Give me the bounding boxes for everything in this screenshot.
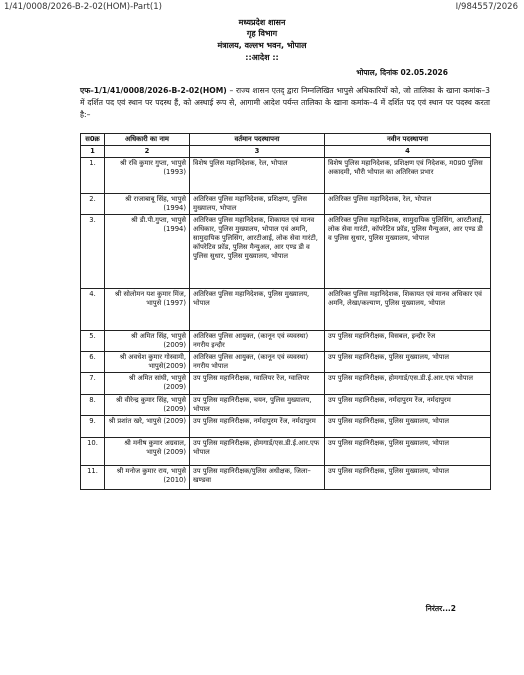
new-posting: उप पुलिस महानिरीक्षक, नर्मदापुरम रेंज, नर्मदापुरम — [325, 395, 491, 416]
new-posting: उप पुलिस महानिरीक्षक, होमगार्ड/एस.डी.ई.आर.एफ भोपाल — [325, 373, 491, 395]
new-posting: अतिरिक्त पुलिस महानिदेशक, सामुदायिक पुलिसिंग, आरटीआई, लोक सेवा गारंटी, कॉपरेटिव फ्रॉड, पुलिस मैन्युअल, आर एण्ड डी व पुलिस सुधार, पुलिस मुख्यालय, भोपाल — [325, 215, 491, 289]
order-reference: एफ–1/1/41/0008/2026-B-2-02(HOM) — [80, 86, 227, 95]
table-row — [81, 466, 491, 490]
new-posting: उप पुलिस महानिरीक्षक, पुलिस मुख्यालय, भोपाल — [325, 466, 491, 490]
current-posting: अतिरिक्त पुलिस महानिदेशक, प्रशिक्षण, पुलिस मुख्यालय, भोपाल — [190, 194, 325, 215]
current-posting: अतिरिक्त पुलिस महानिदेशक, पुलिस मुख्यालय, भोपाल — [190, 289, 325, 331]
officer-name: श्री अवधेश कुमार गोस्वामी, भापुसे(2009) — [105, 352, 190, 373]
new-posting: उप पुलिस महानिरीक्षक, पुलिस मुख्यालय, भोपाल — [325, 352, 491, 373]
officer-name: श्री राजाबाबू सिंह, भापुसे (1994) — [105, 194, 190, 215]
officer-name: श्री मनोज कुमार राय, भापुसे (2010) — [105, 466, 190, 490]
table-row — [81, 215, 491, 289]
serial-number: 9. — [81, 416, 105, 438]
new-posting: विशेष पुलिस महानिदेशक, प्रशिक्षण एवं निदेशक, म0प्र0 पुलिस अकादमी, भौरी भोपाल का अतिरिक्त प्रभार — [325, 158, 491, 194]
order-date: भोपाल, दिनांक 02.05.2026 — [356, 68, 448, 77]
serial-number: 1. — [81, 158, 105, 194]
table-row — [81, 289, 491, 331]
col-number: 3 — [190, 146, 325, 158]
current-posting: उप पुलिस महानिरीक्षक, चयन, पुलिस मुख्यालय, भोपाल — [190, 395, 325, 416]
table-row — [81, 194, 491, 215]
serial-number: 11. — [81, 466, 105, 490]
serial-number: 5. — [81, 331, 105, 352]
table-row — [81, 438, 491, 466]
serial-number: 6. — [81, 352, 105, 373]
serial-number: 4. — [81, 289, 105, 331]
page-header-bar — [4, 2, 518, 13]
col-number: 4 — [325, 146, 491, 158]
table-header-row — [81, 134, 491, 146]
continued-note: निरंतर...2 — [425, 604, 456, 613]
officer-name: श्री वीरेन्द्र कुमार सिंह, भापुसे (2009) — [105, 395, 190, 416]
table-column-number-row — [81, 146, 491, 158]
posting-table — [80, 133, 491, 490]
table-row — [81, 416, 491, 438]
officer-name: श्री डी.पी.गुप्ता, भापुसे (1994) — [105, 215, 190, 289]
current-posting: विशेष पुलिस महानिदेशक, रेल, भोपाल — [190, 158, 325, 194]
col-header-current-posting: वर्तमान पदस्थापना — [190, 134, 325, 146]
new-posting: अतिरिक्त पुलिस महानिदेशक, रेल, भोपाल — [325, 194, 491, 215]
order-paragraph — [80, 85, 490, 121]
table-row — [81, 373, 491, 395]
serial-number: 2. — [81, 194, 105, 215]
table-row — [81, 331, 491, 352]
officer-name: श्री मनीष कुमार अग्रवाल, भापुसे (2009) — [105, 438, 190, 466]
table-row — [81, 352, 491, 373]
col-header-officer-name: अधिकारी का नाम — [105, 134, 190, 146]
col-number: 2 — [105, 146, 190, 158]
new-posting: उप पुलिस महानिरीक्षक, पुलिस मुख्यालय, भोपाल — [325, 416, 491, 438]
document-number: I/984557/2026 — [455, 2, 518, 12]
col-header-new-posting: नवीन पदस्थापना — [325, 134, 491, 146]
order-heading: ::आदेश :: — [245, 53, 279, 62]
new-posting: उप पुलिस महानिरीक्षक, पुलिस मुख्यालय, भोपाल — [325, 438, 491, 466]
current-posting: अतिरिक्त पुलिस आयुक्त, (कानून एवं व्यवस्था) नगरीय भोपाल — [190, 352, 325, 373]
serial-number: 3. — [81, 215, 105, 289]
serial-number: 8. — [81, 395, 105, 416]
current-posting: अतिरिक्त पुलिस महानिदेशक, शिकायत एवं मानव अधिकार, पुलिस मुख्यालय, भोपाल एवं अमनि, सामुदायिक पुलिसिंग, आरटीआई, लोक सेवा गारंटी, कॉपरेटिव फ्रॉड, पुलिस मैन्युअल, आर एण्ड डी व पुलिस सुधार, पुलिस मुख्यालय, भोपाल — [190, 215, 325, 289]
file-reference: 1/41/0008/2026-B-2-02(HOM)-Part(1) — [4, 2, 162, 12]
officer-name: श्री सोलोमन यश कुमार मिंज, भापुसे (1997) — [105, 289, 190, 331]
department-name: गृह विभाग — [246, 29, 278, 38]
officer-name: श्री अमित सिंह, भापुसे (2009) — [105, 331, 190, 352]
government-name: मध्यप्रदेश शासन — [238, 18, 286, 27]
current-posting: उप पुलिस महानिरीक्षक, होमगार्ड/एस.डी.ई.आर.एफ भोपाल — [190, 438, 325, 466]
table-row — [81, 395, 491, 416]
serial-number: 7. — [81, 373, 105, 395]
new-posting: अतिरिक्त पुलिस महानिदेशक, शिकायत एवं मानव अधिकार एवं अमनि, लेखा/कल्याण, पुलिस मुख्यालय, भोपाल — [325, 289, 491, 331]
col-number: 1 — [81, 146, 105, 158]
current-posting: अतिरिक्त पुलिस आयुक्त, (कानून एवं व्यवस्था) नगरीय इन्दौर — [190, 331, 325, 352]
new-posting: उप पुलिस महानिरीक्षक, विसबल, इन्दौर रेंज — [325, 331, 491, 352]
col-header-serial: स0क्र — [81, 134, 105, 146]
serial-number: 10. — [81, 438, 105, 466]
order-body: – राज्य शासन एतद् द्वारा निम्नलिखित भापुसे अधिकारियों को, जो तालिका के खाना कमांक–3 में दर्शित पद एवं स्थान पर पदस्थ हैं, को अस्थाई रूप से, आगामी आदेश पर्यन्त तालिका के खाना कमांक–4 में दर्शित पद एवं स्थान पर पदस्थ करता है:– — [80, 86, 490, 119]
office-address: मंत्रालय, वल्लभ भवन, भोपाल — [217, 41, 307, 50]
current-posting: उप पुलिस महानिरीक्षक, नर्मदापुरम रेंज, नर्मदापुरम — [190, 416, 325, 438]
officer-name: श्री प्रशांत खरे, भापुसे (2009) — [105, 416, 190, 438]
officer-name: श्री अमित सांघी, भापुसे (2009) — [105, 373, 190, 395]
table-row — [81, 158, 491, 194]
current-posting: उप पुलिस महानिरीक्षक, ग्वालियर रेंज, ग्वालियर — [190, 373, 325, 395]
officer-name: श्री रवि कुमार गुप्ता, भापुसे (1993) — [105, 158, 190, 194]
current-posting: उप पुलिस महानिरीक्षक/पुलिस अधीक्षक, जिला–खण्डवा — [190, 466, 325, 490]
